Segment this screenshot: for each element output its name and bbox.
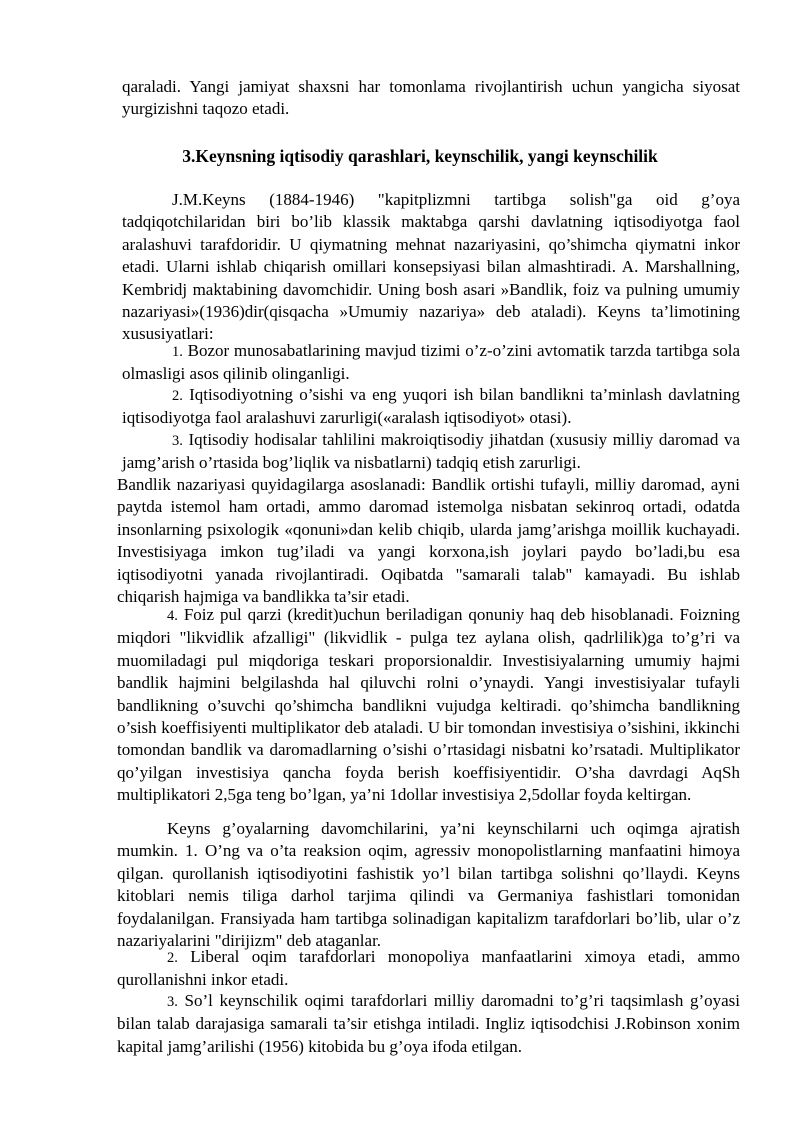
list-item-text: So’l keynschilik oqimi tarafdorlari milliy daromadni to’g’ri taqsimlash g’oyasi bilan talab darajasiga samarali ta’sir etishga intiladi. Ingliz iqtisodchisi J.Robinson xonim kapital jamg’arilishi (1956) kitobida bu g’oya ifoda etilgan. [117,991,741,1056]
list-item-number: 4. [167,608,178,624]
list-item-number: 3. [167,994,178,1010]
list-item-1 [122,340,740,386]
list-item-text: Foiz pul qarzi (kredit)uchun beriladigan qonuniy haq deb hisoblanadi. Foizning miqdori "likvidlik afzalligi" (likvidlik - pulga tez aylana olish, qadrlilik)ga to’g’ri va muomiladagi pul miqdoriga teskari proporsionaldir. Investisiyalarning umumiy hajmi bandlik hajmini belgilashda hal qiluvchi rolni o’ynaydi. Yangi investisiyalar tufayli bandlikning o’suvchi qo’shimcha bandlikni vujudga keltiradi. qo’shimcha bandlikning o’sish koeffisiyenti multiplikator deb ataladi. U bir tomondan investisiya o’sishini, ikkinchi tomondan bandlik va daromadlarning o’sishi o’rtasidagi nisbatni ko’rsatadi. Multiplikator qo’yilgan investisiya qancha foyda berish koeffisiyentidir. O’sha davrdagi AqSh multiplikatori 2,5ga teng bo’lgan, ya’ni 1dollar investisiya 2,5dollar foyda keltirgan. [117,605,741,805]
list-item-number: 3. [172,433,183,449]
list-item-number: 2. [172,388,183,404]
list-item-number: 2. [167,950,178,966]
list-item-text: Iqtisodiy hodisalar tahlilini makroiqtisodiy jihatdan (xususiy milliy daromad va jamg’arish o’rtasida bog’liqlik va nisbatlarni) tadqiq etish zarurligi. [122,430,740,473]
list-item-3 [122,429,740,475]
list-item-4 [117,604,740,807]
list-item-5 [117,946,740,992]
section-heading: 3.Keynsning iqtisodiy qarashlari, keynschilik, yangi keynschilik [182,146,658,166]
list-item-2 [122,384,740,430]
paragraph-bandlik: Bandlik nazariyasi quyidagilarga asoslanadi: Bandlik ortishi tufayli, milliy daromad, ayni paytda istemol ham ortadi, ammo daromad istemolga nisbatan sekinroq ortadi, odatda insonlarning psixologik «qonuni»dan kelib chiqib, ularda jamg’arishga moillik kuchayadi. Investisiyaga imkon tug’iladi va yangi korxona,ish joylari paydo bo’ladi,bu esa iqtisodiyotni yanada rivojlantiradi. Oqibatda "samarali talab" kamayadi. Bu ishlab chiqarish hajmiga va bandlikka ta’sir etadi. [117,475,740,607]
list-item-number: 1. [172,344,183,360]
list-item-6 [117,990,740,1058]
list-item-text: Liberal oqim tarafdorlari monopoliya manfaatlarini ximoya etadi, ammo qurollanishni inkor etadi. [117,947,741,990]
list-item-text: Iqtisodiyotning o’sishi va eng yuqori ish bilan bandlikni ta’minlash davlatning iqtisodiyotga faol aralashuvi zarurligi(«aralash iqtisodiyot» otasi). [122,385,740,428]
paragraph-keyns-bio: J.M.Keyns (1884-1946) "kapitplizmni tartibga solish"ga oid g’oya tadqiqotchilaridan biri bo’lib klassik maktabga qarshi davlatning iqtisodiyotga faol aralashuvi tarafdoridir. U qiymatning mehnat nazariyasini, qo’shimcha qiymatni inkor etadi. Ularni ishlab chiqarish omillari konsepsiyasi bilan almashtiradi. A. Marshallning, Kembridj maktabining davomchidir. Uning bosh asari »Bandlik, foiz va pulning umumiy nazariyasi»(1936)dir(qisqacha »Umumiy nazariya» deb ataladi). Keyns ta’limotining xususiyatlari: [122,190,740,344]
paragraph-keynschilar: Keyns g’oyalarning davomchilarini, ya’ni keynschilarni uch oqimga ajratish mumkin. 1. O’ng va o’ta reaksion oqim, agressiv monopolistlarning manfaatini himoya qilgan. qurollanish iqtisodiyotini fashistik yo’l bilan tartibga solishni qo’llaydi. Keyns kitoblari nemis tiliga darhol tarjima qilindi va Germaniya fashistlari tomonidan foydalanilgan. Fransiyada ham tartibga solinadigan kapitalizm tarafdorlari bo’lib, ular o’z nazariyalarini "dirijizm" deb ataganlar. [117,819,740,951]
list-item-text: Bozor munosabatlarining mavjud tizimi o’z-o’zini avtomatik tarzda tartibga sola olmasligi asos qilinib olinganligi. [122,341,740,384]
intro-paragraph: qaraladi. Yangi jamiyat shaxsni har tomonlama rivojlantirish uchun yangicha siyosat yurgizishni taqozo etadi. [122,77,740,119]
